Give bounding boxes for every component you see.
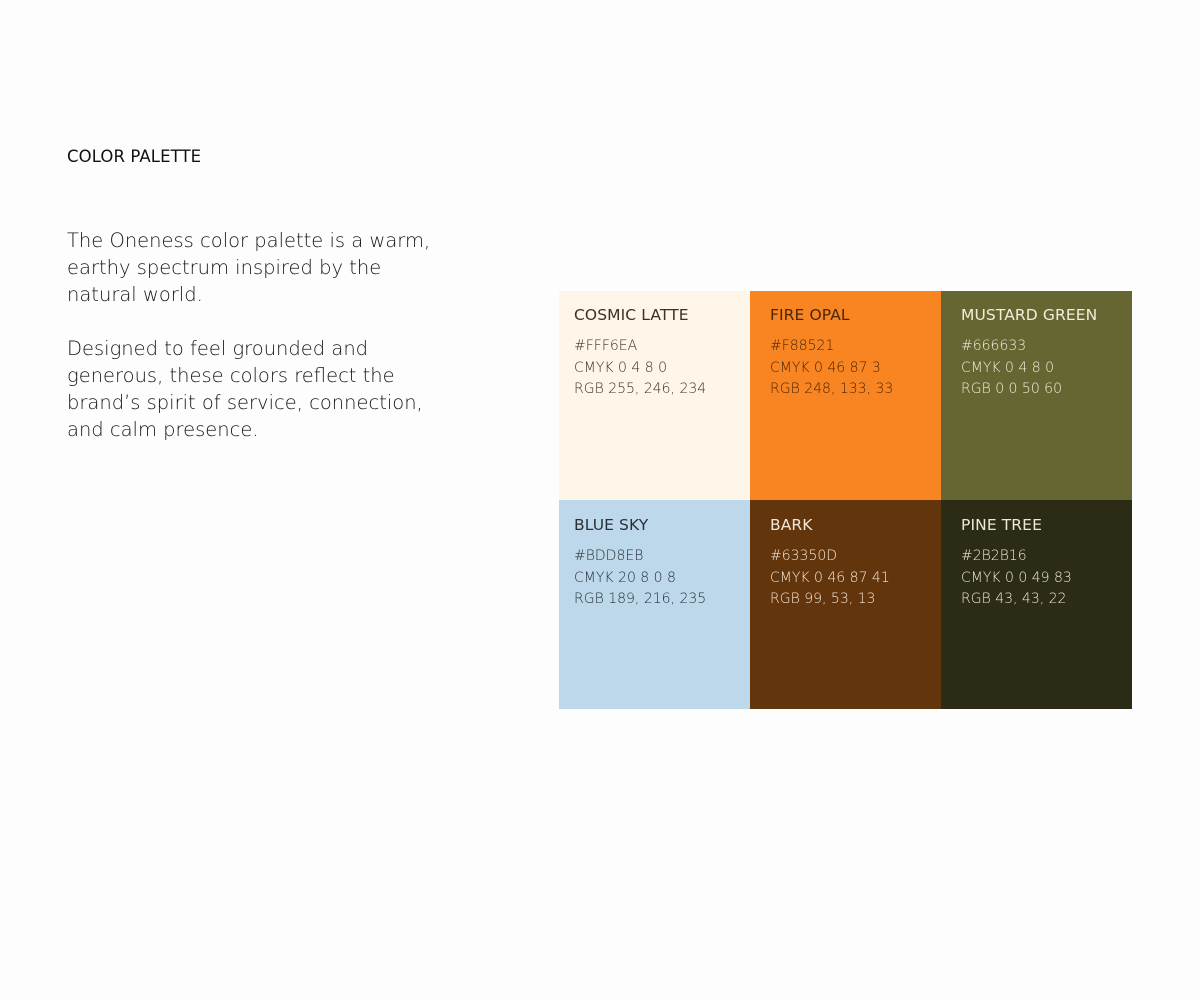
swatch-hex: #666633: [961, 338, 1027, 354]
swatch-cmyk: CMYK 0 4 8 0: [574, 359, 668, 376]
swatch-hex: #BDD8EB: [574, 548, 644, 564]
swatch-name: BLUE SKY: [574, 516, 649, 534]
intro-text: [67, 227, 442, 470]
swatch-cmyk: CMYK 0 46 87 41: [770, 569, 890, 586]
swatch-pine-tree: [941, 500, 1132, 709]
color-swatch-grid: [559, 291, 1132, 709]
swatch-rgb: RGB 0 0 50 60: [961, 381, 1062, 397]
swatch-cmyk: CMYK 0 46 87 3: [770, 359, 881, 376]
swatch-name: FIRE OPAL: [770, 306, 850, 324]
swatch-hex: #F88521: [770, 338, 835, 354]
swatch-bark: [750, 500, 941, 709]
swatch-hex: #2B2B16: [961, 548, 1027, 564]
swatch-cosmic-latte: [559, 291, 750, 500]
swatch-rgb: RGB 189, 216, 235: [574, 591, 707, 607]
swatch-mustard-green: [941, 291, 1132, 500]
swatch-cmyk: CMYK 20 8 0 8: [574, 569, 676, 586]
swatch-fire-opal: [750, 291, 941, 500]
swatch-rgb: RGB 99, 53, 13: [770, 591, 876, 607]
swatch-cmyk: CMYK 0 4 8 0: [961, 359, 1055, 376]
swatch-hex: #FFF6EA: [574, 338, 638, 354]
swatch-name: BARK: [770, 516, 813, 534]
intro-paragraph: Designed to feel grounded and generous, these colors reflect the brand’s spirit of service, connection, and calm presence.: [67, 337, 423, 441]
intro-paragraph: The Oneness color palette is a warm, earthy spectrum inspired by the natural world.: [67, 229, 431, 306]
swatch-rgb: RGB 255, 246, 234: [574, 381, 707, 397]
swatch-rgb: RGB 43, 43, 22: [961, 591, 1067, 607]
swatch-blue-sky: [559, 500, 750, 709]
swatch-hex: #63350D: [770, 548, 838, 564]
swatch-cmyk: CMYK 0 0 49 83: [961, 569, 1072, 586]
swatch-rgb: RGB 248, 133, 33: [770, 381, 894, 397]
page-title: COLOR PALETTE: [67, 147, 202, 166]
swatch-name: MUSTARD GREEN: [961, 306, 1098, 324]
swatch-name: PINE TREE: [961, 516, 1042, 534]
swatch-name: COSMIC LATTE: [574, 306, 689, 324]
